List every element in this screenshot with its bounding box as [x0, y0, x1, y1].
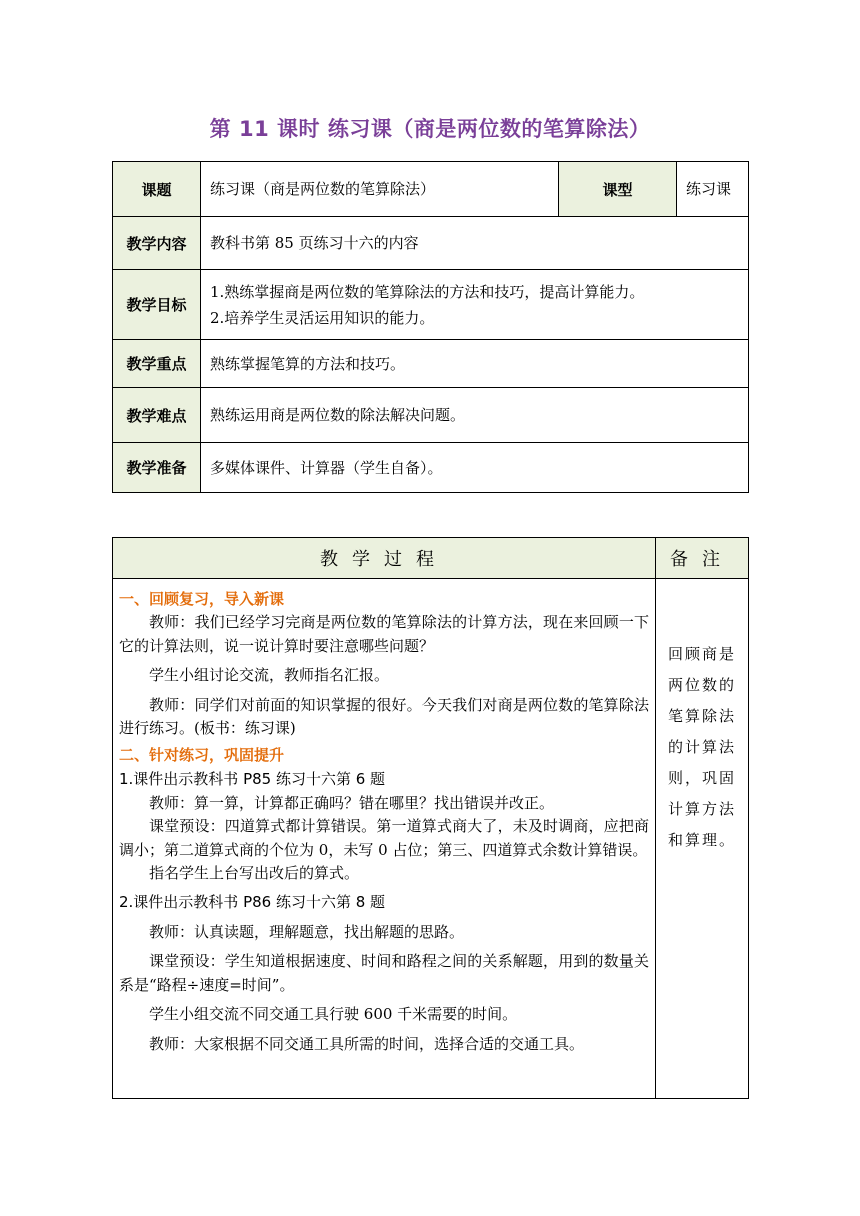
- content-value: 教科书第 85 页练习十六的内容: [201, 217, 749, 270]
- row-content: [113, 217, 749, 270]
- prep-value: 多媒体课件、计算器（学生自备）。: [201, 443, 749, 493]
- paragraph: 课堂预设：四道算式都计算错误。第一道算式商大了，未及时调商，应把商调小；第二道算式商的个位为 0，未写 0 占位；第三、四道算式余数计算错误。: [119, 817, 649, 859]
- process-header-row: [113, 538, 749, 579]
- key-value: 熟练掌握笔算的方法和技巧。: [201, 340, 749, 388]
- notes-header: 备注: [656, 538, 749, 579]
- row-difficulty: [113, 388, 749, 443]
- process-content: [113, 579, 656, 1099]
- process-body-row: [113, 579, 749, 1099]
- page-title: 第 11 课时 练习课（商是两位数的笔算除法）: [209, 117, 651, 141]
- type-value: 练习课: [677, 162, 749, 217]
- row-goal: [113, 270, 749, 340]
- goal-label: 教学目标: [113, 270, 201, 340]
- difficulty-label: 教学难点: [113, 388, 201, 443]
- paragraph: 教师：认真读题，理解题意，找出解题的思路。: [149, 922, 465, 941]
- process-header: 教学过程: [113, 538, 656, 579]
- paragraph: 教师：同学们对前面的知识掌握的很好。今天我们对商是两位数的笔算除法进行练习。(板书：练习课): [119, 695, 649, 737]
- goal-1: 1.熟练掌握商是两位数的笔算除法的方法和技巧，提高计算能力。: [210, 282, 645, 301]
- topic-label: 课题: [113, 162, 201, 217]
- paragraph: 课堂预设：学生知道根据速度、时间和路程之间的关系解题，用到的数量关系是“路程÷速度=时间”。: [119, 952, 649, 994]
- note-content: 回顾商是两位数的笔算除法的计算法则，巩固计算方法和算理。: [656, 579, 749, 1099]
- goal-value: [201, 270, 749, 340]
- difficulty-value: 熟练运用商是两位数的除法解决问题。: [201, 388, 749, 443]
- section-practice: 二、针对练习，巩固提升: [119, 745, 285, 764]
- prep-label: 教学准备: [113, 443, 201, 493]
- row-topic: [113, 162, 749, 217]
- paragraph: 学生小组交流不同交通工具行驶 600 千米需要的时间。: [149, 1005, 518, 1023]
- exercise-item-2: 2.课件出示教科书 P86 练习十六第 8 题: [119, 892, 386, 911]
- goal-2: 2.培养学生灵活运用知识的能力。: [210, 308, 435, 327]
- paragraph: 教师：大家根据不同交通工具所需的时间，选择合适的交通工具。: [149, 1034, 585, 1053]
- key-label: 教学重点: [113, 340, 201, 388]
- row-prep: [113, 443, 749, 493]
- paragraph: 指名学生上台写出改后的算式。: [149, 864, 360, 882]
- lesson-info-table: [112, 161, 749, 493]
- type-label: 课型: [559, 162, 677, 217]
- paragraph: 学生小组讨论交流，教师指名汇报。: [149, 666, 390, 684]
- row-key: [113, 340, 749, 388]
- section-review: 一、回顾复习，导入新课: [119, 590, 285, 608]
- paragraph: 教师：我们已经学习完商是两位数的笔算除法的计算方法，现在来回顾一下它的计算法则，说一说计算时要注意哪些问题？: [119, 613, 649, 655]
- topic-value: 练习课（商是两位数的笔算除法）: [201, 162, 559, 217]
- content-label: 教学内容: [113, 217, 201, 270]
- paragraph: 教师：算一算，计算都正确吗？错在哪里？找出错误并改正。: [149, 793, 555, 812]
- teaching-process-table: [112, 537, 749, 1099]
- exercise-item-1: 1.课件出示教科书 P85 练习十六第 6 题: [119, 769, 386, 788]
